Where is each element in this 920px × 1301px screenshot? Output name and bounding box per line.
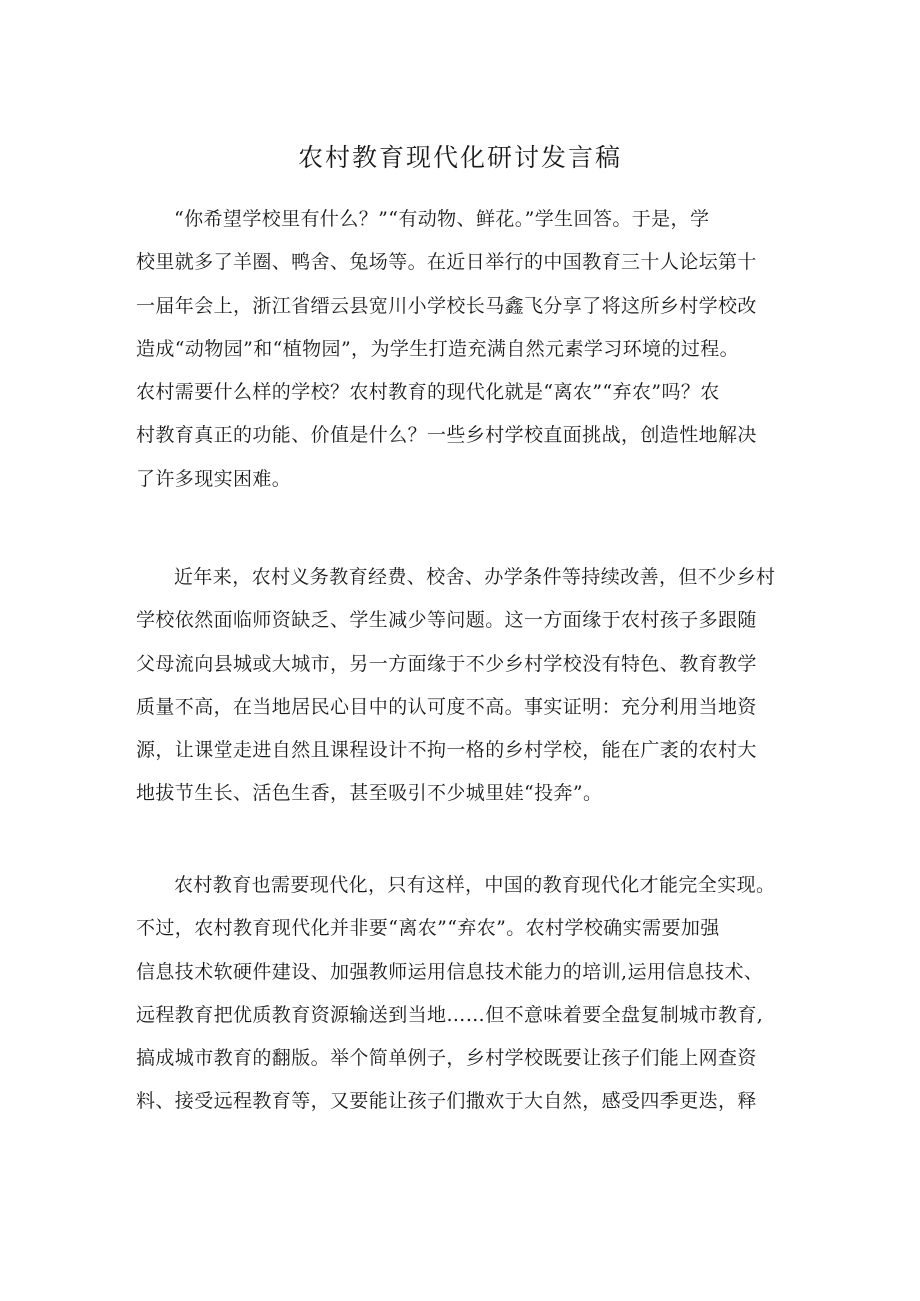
text-line: 校里就多了羊圈、鸭舍、兔场等。在近日举行的中国教育三十人论坛第十 [136, 251, 757, 274]
text-line: 学校依然面临师资缺乏、学生减少等问题。这一方面缘于农村孩子多跟随 [136, 609, 757, 632]
paragraph-1 [136, 198, 757, 501]
text-line: 远程教育把优质教育资源输送到当地……但不意味着要全盘复制城市教育, [136, 1003, 764, 1026]
text-line: 近年来，农村义务教育经费、校舍、办学条件等持续改善，但不少乡村 [174, 566, 776, 588]
document-title: 农村教育现代化研讨发言稿 [297, 143, 622, 172]
text-line: 一届年会上，浙江省缙云县宽川小学校长马鑫飞分享了将这所乡村学校改 [136, 294, 757, 317]
text-line: 质量不高，在当地居民心目中的认可度不高。事实证明：充分利用当地资 [136, 695, 757, 718]
text-line: 搞成城市教育的翻版。举个简单例子，乡村学校既要让孩子们能上网查资 [136, 1047, 757, 1070]
text-line: 农村需要什么样的学校？农村教育的现代化就是“离农”“弃农”吗？农 [136, 381, 720, 404]
text-line: 源，让课堂走进自然且课程设计不拘一格的乡村学校，能在广袤的农村大 [136, 739, 757, 762]
paragraph-2 [136, 556, 775, 816]
text-line: 村教育真正的功能、价值是什么？一些乡村学校直面挑战，创造性地解决 [136, 424, 757, 447]
paragraph-3 [136, 864, 775, 1124]
text-line: 造成“动物园”和“植物园”，为学生打造充满自然元素学习环境的过程。 [136, 337, 740, 360]
text-line: “你希望学校里有什么？”“有动物、鲜花。”学生回答。于是，学 [174, 208, 710, 230]
text-line: 料、接受远程教育等，又要能让孩子们撒欢于大自然，感受四季更迭，释 [136, 1090, 757, 1113]
text-line: 不过，农村教育现代化并非要“离农”“弃农”。农村学校确实需要加强 [136, 917, 720, 940]
text-line: 了许多现实困难。 [136, 467, 292, 490]
text-line: 信息技术软硬件建设、加强教师运用信息技术能力的培训,运用信息技术、 [136, 960, 764, 983]
text-line: 农村教育也需要现代化，只有这样，中国的教育现代化才能完全实现。 [174, 874, 776, 896]
text-line: 地拔节生长、活色生香，甚至吸引不少城里娃“投奔”。 [136, 782, 603, 805]
text-line: 父母流向县城或大城市，另一方面缘于不少乡村学校没有特色、教育教学 [136, 652, 757, 675]
